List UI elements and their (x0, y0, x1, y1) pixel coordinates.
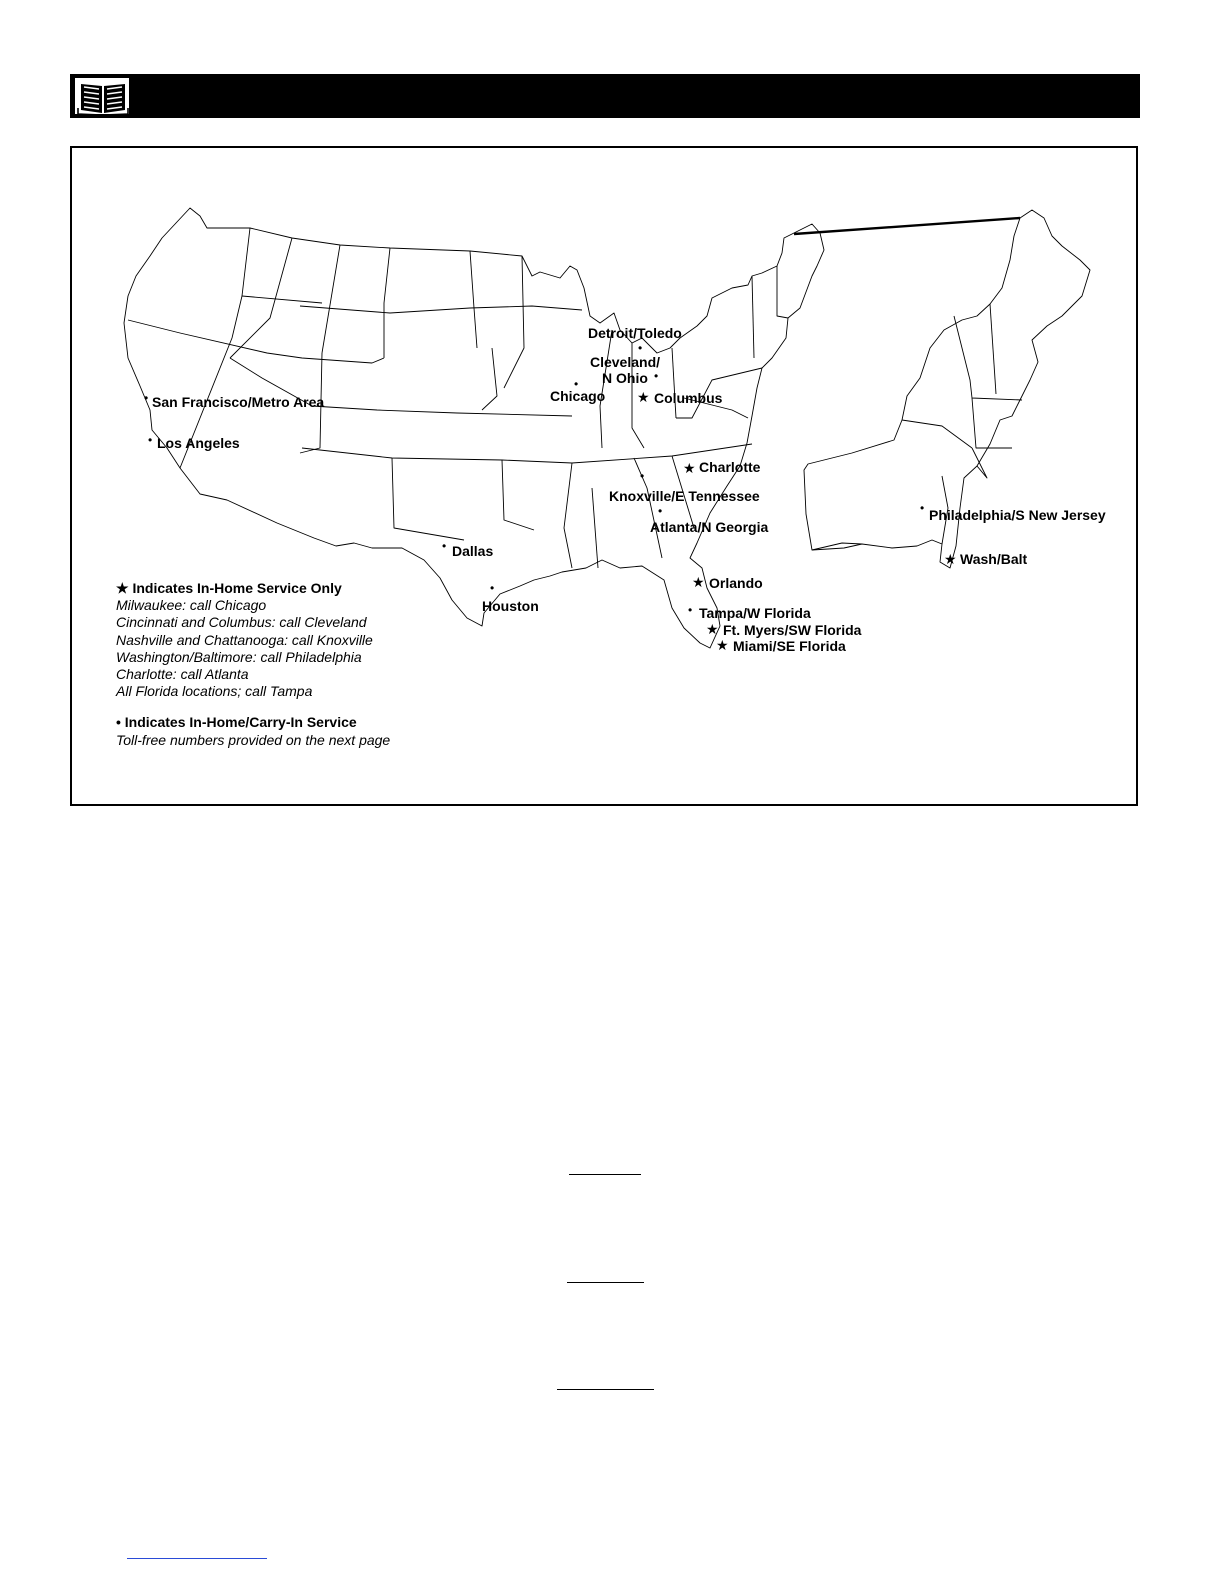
city-ftmyers-label: Ft. Myers/SW Florida (723, 622, 862, 638)
dot-marker: • (574, 377, 579, 391)
legend-note: Washington/Baltimore: call Philadelphia (116, 648, 362, 665)
star-marker: ★ (637, 389, 650, 405)
city-cleveland-label: Cleveland/ N Ohio (589, 354, 661, 386)
city-orlando-label: Orlando (709, 575, 763, 591)
city-columbus-label: Columbus (654, 390, 723, 406)
legend-dot-note: Toll-free numbers provided on the next page (116, 731, 391, 748)
legend-star-heading: Indicates In-Home Service Only (132, 580, 342, 596)
legend-note: Charlotte: call Atlanta (116, 666, 249, 683)
dot-symbol: • (116, 714, 121, 731)
city-chicago-label: Chicago (550, 388, 606, 404)
city-detroit-label: Detroit/Toledo (588, 325, 682, 341)
divider-line (557, 1389, 654, 1390)
dot-marker: • (920, 501, 925, 515)
legend-note: Milwaukee: call Chicago (116, 597, 267, 614)
footer-link-underline[interactable] (127, 1558, 267, 1559)
legend-star-row (116, 580, 390, 597)
legend-note: All Florida locations; call Tampa (116, 683, 313, 700)
map-legend (116, 580, 390, 749)
dot-marker: • (638, 341, 643, 355)
header-bar (70, 74, 1140, 118)
dot-marker: • (688, 603, 693, 617)
city-losangeles-label: Los Angeles (157, 435, 240, 451)
dot-marker: • (640, 469, 645, 483)
star-symbol: ★ (116, 580, 129, 596)
city-sanfrancisco-label: San Francisco/Metro Area (152, 394, 325, 410)
city-knoxville-label: Knoxville/E Tennessee (609, 488, 760, 504)
dot-marker: • (144, 391, 149, 405)
city-miami-label: Miami/SE Florida (733, 638, 846, 654)
city-dallas-label: Dallas (452, 543, 494, 559)
service-area-map (70, 146, 1138, 806)
city-charlotte-label: Charlotte (699, 459, 761, 475)
city-atlanta-label: Atlanta/N Georgia (650, 519, 769, 535)
star-marker: ★ (706, 621, 719, 637)
divider-line (567, 1282, 644, 1283)
dot-marker: • (442, 539, 447, 553)
divider-line (569, 1174, 641, 1175)
legend-note: Cincinnati and Columbus: call Cleveland (116, 614, 367, 631)
dot-marker: • (148, 433, 153, 447)
legend-note: Nashville and Chattanooga: call Knoxville (116, 631, 373, 648)
star-marker: ★ (716, 637, 729, 653)
legend-dot-row (116, 714, 390, 731)
city-tampa-label: Tampa/W Florida (699, 605, 811, 621)
dot-marker: • (658, 504, 663, 518)
dot-marker: • (654, 369, 659, 383)
city-houston-label: Houston (482, 598, 539, 614)
star-marker: ★ (944, 551, 957, 567)
city-philadelphia-label: Philadelphia/S New Jersey (929, 507, 1106, 523)
city-washbalt-label: Wash/Balt (960, 551, 1028, 567)
star-marker: ★ (692, 574, 705, 590)
star-marker: ★ (683, 460, 696, 476)
open-book-icon (74, 77, 130, 115)
dot-marker: • (490, 581, 495, 595)
legend-dot-heading: Indicates In-Home/Carry-In Service (124, 714, 357, 731)
